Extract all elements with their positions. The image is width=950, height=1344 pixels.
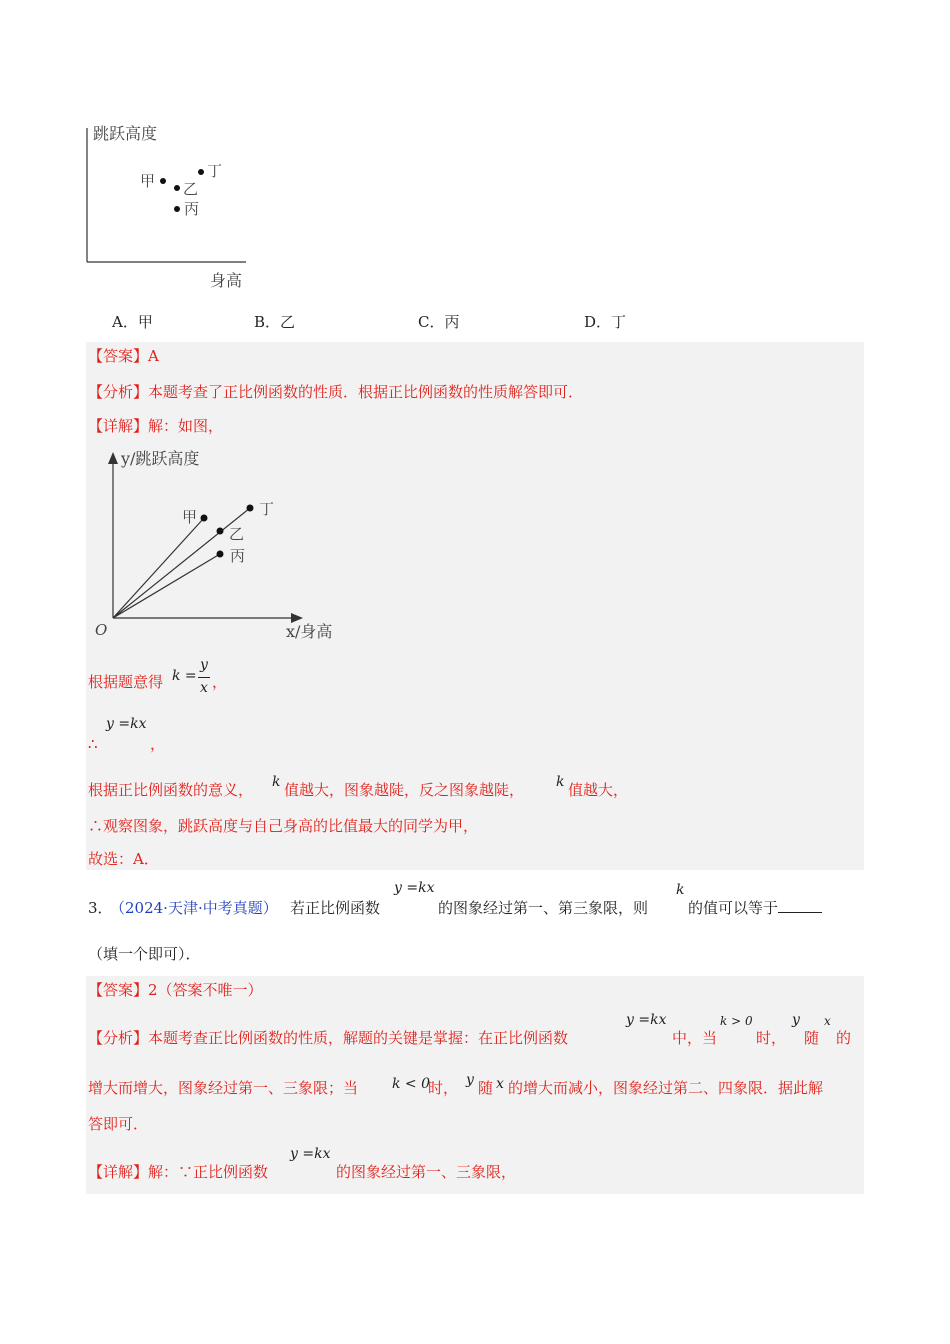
point-label-ding: 丁	[259, 500, 275, 518]
q2-line1-suffix: ，	[212, 673, 228, 691]
q3-analysis-c: 时，	[756, 1029, 787, 1047]
q2-answer: 【答案】A	[88, 347, 159, 365]
q3-analysis-cond1: k > 0	[720, 1014, 753, 1028]
q2-line1-prefix: 根据题意得	[88, 673, 164, 691]
q2-comma: ，	[150, 735, 166, 753]
q3-analysis2-cond: k < 0	[392, 1076, 431, 1092]
y-axis-label: 跳跃高度	[93, 124, 158, 143]
q3-detail-a: 【详解】解：∵正比例函数	[88, 1163, 269, 1181]
q2-line3-c: 值越大，	[568, 781, 629, 799]
line-jia	[113, 518, 204, 618]
point-label-jia: 甲	[182, 508, 198, 526]
q3-stem-a: 若正比例函数	[290, 899, 381, 917]
point-ding	[247, 505, 254, 512]
q3-analysis-formula: y =kx	[626, 1012, 667, 1028]
point-label-yi: 乙	[183, 180, 199, 198]
q3-analysis-a: 【分析】本题考查正比例函数的性质，解题的关键是掌握：在正比例函数	[88, 1029, 569, 1047]
q2-line3-k2: k	[556, 774, 565, 790]
x-axis-label: 身高	[210, 271, 243, 290]
q2-detail: 【详解】解：如图，	[88, 417, 224, 435]
q3-stem-c: 的值可以等于	[688, 898, 822, 918]
q2-k-eq: k =	[172, 668, 197, 684]
q3-analysis2-x: x	[496, 1076, 504, 1092]
q2-line3-a: 根据正比例函数的意义，	[88, 781, 254, 799]
point-bing	[174, 206, 180, 212]
q3-stem-k: k	[676, 882, 685, 898]
q3-answer: 【答案】2（答案不唯一）	[88, 981, 263, 999]
x-axis-label: x/身高	[286, 622, 333, 641]
q3-answer-blank[interactable]	[778, 898, 822, 913]
q2-line3-b: 值越大，图象越陡，反之图象越陡，	[284, 781, 525, 799]
line-bing	[113, 554, 220, 618]
q2-y-eq-kx: y =kx	[106, 716, 147, 732]
q2-frac-bar	[198, 677, 210, 678]
q2-frac-den: x	[200, 680, 208, 696]
q2-line4: ∴观察图象，跳跃高度与自己身高的比值最大的同学为甲，	[88, 817, 479, 835]
q3-number: 3．	[88, 899, 113, 917]
q3-analysis2-b: 时，	[428, 1079, 459, 1097]
option-c: C．丙	[418, 313, 460, 331]
q2-line5: 故选：A．	[88, 850, 159, 868]
q2-line3-k1: k	[272, 774, 281, 790]
point-jia	[160, 178, 166, 184]
point-label-jia: 甲	[140, 172, 156, 190]
q3-analysis3: 答即可．	[88, 1115, 149, 1133]
q3-analysis2-y: y	[466, 1072, 474, 1088]
point-label-ding: 丁	[207, 162, 223, 180]
q3-stem-formula: y =kx	[394, 880, 435, 896]
point-bing	[217, 551, 224, 558]
figure-lines	[86, 444, 356, 644]
option-d: D．丁	[584, 313, 627, 331]
point-label-yi: 乙	[229, 525, 245, 543]
figure-scatter	[80, 118, 270, 298]
option-b: B．乙	[254, 313, 296, 331]
point-ding	[198, 169, 204, 175]
q2-frac-num: y	[200, 657, 208, 673]
origin-label: O	[95, 621, 108, 639]
q3-detail-b: 的图象经过第一、三象限，	[336, 1163, 517, 1181]
q3-stem-d: （填一个即可）．	[88, 945, 201, 963]
q3-analysis-y: y	[792, 1012, 800, 1028]
point-jia	[201, 515, 208, 522]
point-label-bing: 丙	[184, 200, 200, 218]
q3-analysis-x: x	[824, 1014, 831, 1028]
q3-analysis2-d: 的增大而减小，图象经过第二、四象限．据此解	[508, 1079, 824, 1097]
point-yi	[217, 528, 224, 535]
q2-analysis: 【分析】本题考查了正比例函数的性质．根据正比例函数的性质解答即可．	[88, 383, 584, 401]
q3-analysis2-a: 增大而增大，图象经过第一、三象限；当	[88, 1079, 359, 1097]
q3-stem-b: 的图象经过第一、第三象限，则	[438, 899, 649, 917]
q2-therefore: ∴	[88, 735, 98, 753]
y-axis-arrow	[108, 452, 118, 464]
q3-analysis-e: 的	[836, 1029, 852, 1047]
q3-analysis-d: 随	[804, 1029, 820, 1047]
option-a: A．甲	[112, 313, 153, 331]
point-label-bing: 丙	[230, 547, 246, 565]
q3-analysis2-c: 随	[478, 1079, 494, 1097]
q3-source: （2024·天津·中考真题）	[110, 899, 278, 917]
q3-analysis-b: 中，当	[672, 1029, 718, 1047]
point-yi	[174, 185, 180, 191]
q3-detail-formula: y =kx	[290, 1146, 331, 1162]
y-axis-label: y/跳跃高度	[121, 449, 200, 468]
